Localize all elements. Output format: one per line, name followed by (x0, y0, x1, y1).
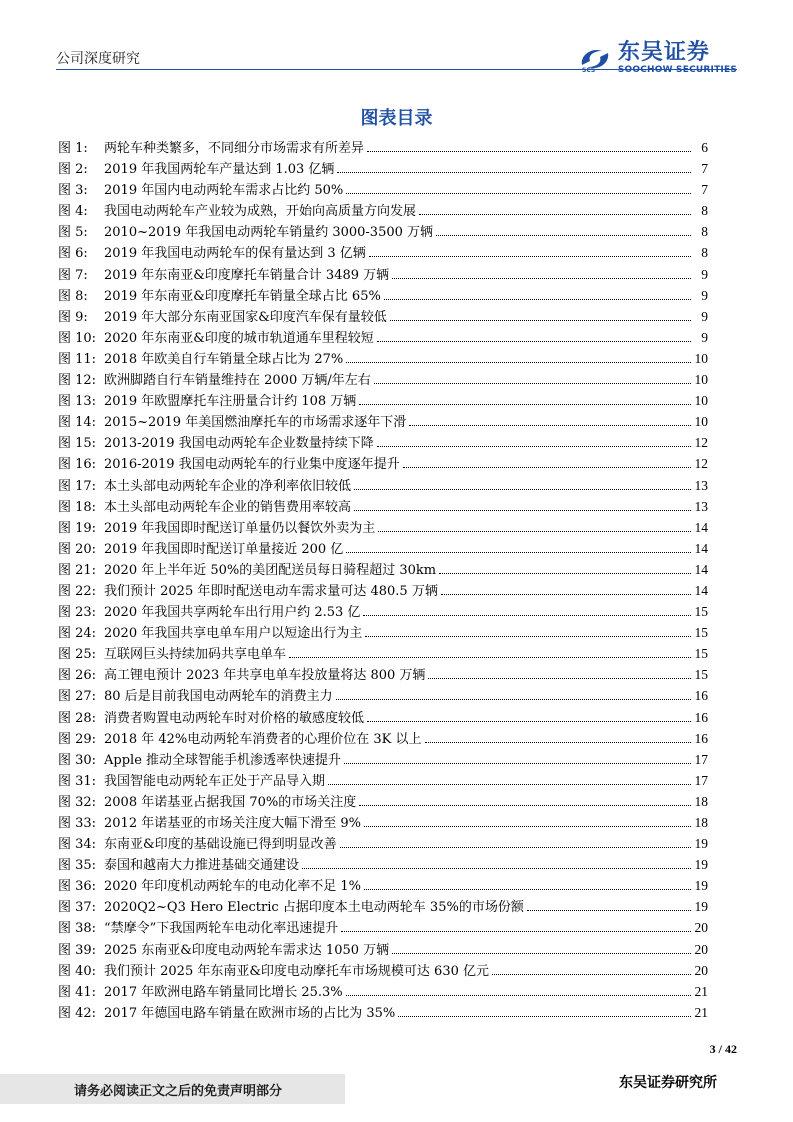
toc-entry-page: 8 (701, 245, 708, 261)
toc-entry-label: 图 17: (58, 478, 97, 494)
toc-entry[interactable] (58, 221, 708, 242)
toc-entry-title: 2019 年东南亚&印度摩托车销量全球占比 65% (104, 288, 381, 304)
disclaimer-note: 请务必阅读正文之后的免责声明部分 (74, 1084, 283, 1099)
toc-entry-title: 2019 年欧盟摩托车注册量合计约 108 万辆 (104, 394, 357, 410)
toc-entry-page: 14 (694, 582, 708, 598)
toc-dot-leader (367, 721, 691, 722)
toc-entry[interactable] (58, 538, 708, 559)
toc-entry-page: 13 (694, 477, 708, 493)
toc-dot-leader (364, 889, 691, 890)
toc-dot-leader (359, 404, 691, 405)
toc-entry[interactable] (58, 601, 708, 622)
toc-dot-leader (398, 1016, 691, 1017)
toc-entry-title: 2020 年印度机动两轮车的电动化率不足 1% (104, 879, 361, 895)
toc-dot-leader (367, 151, 691, 152)
toc-entry-title: 2019 年大部分东南亚国家&印度汽车保有量较低 (104, 309, 387, 325)
toc-entry-label: 图 35: (58, 858, 97, 874)
toc-entry[interactable] (58, 285, 708, 306)
toc-entry-title: 本土头部电动两轮车企业的销售费用率较高 (104, 499, 352, 515)
logo-english-name: SOOCHOW SECURITIES (617, 65, 737, 75)
toc-dot-leader (527, 910, 691, 911)
page-number: 3 / 42 (709, 1042, 737, 1056)
toc-entry-label: 图 5: (58, 225, 88, 241)
toc-entry-label: 图 22: (58, 583, 97, 599)
toc-entry-page: 15 (694, 646, 708, 662)
toc-entry-title: 2019 年国内电动两轮车需求占比约 50% (104, 183, 344, 199)
toc-entry-page: 10 (694, 414, 708, 430)
toc-entry[interactable] (58, 306, 708, 327)
toc-entry[interactable] (58, 917, 708, 938)
toc-entry[interactable] (58, 896, 708, 917)
toc-entry-label: 图 9: (58, 309, 88, 325)
svg-text:SCS: SCS (581, 66, 595, 73)
toc-entry-label: 图 39: (58, 942, 97, 958)
toc-entry-page: 12 (694, 456, 708, 472)
toc-entry-label: 图 31: (58, 773, 97, 789)
toc-entry-page: 9 (701, 329, 708, 345)
toc-entry-label: 图 3: (58, 183, 88, 199)
toc-dot-leader (346, 995, 691, 996)
toc-entry-label: 图 38: (58, 921, 97, 937)
toc-entry-page: 15 (694, 604, 708, 620)
toc-entry-page: 12 (694, 435, 708, 451)
toc-entry-title: 2019 年我国两轮车产量达到 1.03 亿辆 (104, 162, 335, 178)
toc-entry-title: 高工锂电预计 2023 年共享电单车投放量将达 800 万辆 (104, 668, 426, 684)
toc-entry-title: 2017 年欧洲电路车销量同比增长 25.3% (104, 984, 343, 1000)
toc-entry[interactable] (58, 475, 708, 496)
toc-entry-title: 互联网巨头持续加码共享电单车 (104, 647, 287, 663)
toc-entry[interactable] (58, 749, 708, 770)
footer-organization: 东吴证券研究所 (619, 1075, 717, 1091)
toc-entry[interactable] (58, 833, 708, 854)
toc-dot-leader (377, 341, 691, 342)
toc-entry-page: 9 (701, 287, 708, 303)
toc-entry-title: 2018 年欧美自行车销量全球占比为 27% (104, 351, 344, 367)
toc-entry[interactable] (58, 664, 708, 685)
toc-entry[interactable] (58, 411, 708, 432)
toc-dot-leader (392, 953, 691, 954)
toc-dot-leader (359, 805, 691, 806)
toc-entry-label: 图 1: (58, 141, 88, 156)
toc-entry-page: 16 (694, 688, 708, 704)
toc-entry-title: “禁摩令”下我国两轮车电动化率迅速提升 (104, 921, 339, 937)
toc-entry-title: Apple 推动全球智能手机渗透率快速提升 (104, 752, 342, 768)
toc-entry-label: 图 16: (58, 457, 97, 473)
toc-dot-leader (346, 362, 691, 363)
toc-entry-label: 图 33: (58, 816, 97, 831)
toc-entry[interactable] (58, 854, 708, 875)
toc-dot-leader (439, 573, 691, 574)
toc-entry-page: 19 (694, 857, 708, 873)
toc-entry-page: 14 (694, 519, 708, 535)
toc-entry-page: 9 (701, 266, 708, 282)
toc-entry-page: 20 (694, 962, 708, 978)
toc-entry-label: 图 10: (58, 330, 97, 346)
toc-entry-label: 图 23: (58, 605, 97, 621)
toc-entry[interactable] (58, 496, 708, 517)
toc-entry-page: 21 (694, 1004, 708, 1020)
toc-entry-title: 2012 年诺基亚的市场关注度大幅下滑至 9% (104, 816, 361, 831)
toc-entry-label: 图 18: (58, 499, 97, 515)
toc-entry-title: 80 后是目前我国电动两轮车的消费主力 (104, 689, 333, 705)
toc-entry-label: 图 11: (58, 351, 97, 367)
toc-entry-page: 14 (694, 540, 708, 556)
toc-entry-page: 16 (694, 730, 708, 746)
toc-entry[interactable] (58, 327, 708, 348)
page-title: 图表目录 (360, 108, 433, 129)
toc-entry-title: 欧洲脚踏自行车销量维持在 2000 万辆/年左右 (104, 373, 371, 389)
toc-entry-title: 我们预计 2025 年即时配送电动车需求量可达 480.5 万辆 (104, 583, 438, 599)
toc-dot-leader (428, 678, 691, 679)
toc-entry[interactable] (58, 348, 708, 369)
toc-entry-title: 2019 年我国即时配送订单量接近 200 亿 (104, 541, 344, 557)
toc-entry-title: 2016-2019 我国电动两轮车的行业集中度逐年提升 (104, 457, 400, 473)
toc-entry-label: 图 15: (58, 436, 97, 452)
toc-entry[interactable] (58, 622, 708, 643)
toc-entry-title: 本土头部电动两轮车企业的净利率依旧较低 (104, 478, 352, 494)
toc-entry[interactable] (58, 432, 708, 453)
toc-entry[interactable] (58, 981, 708, 1002)
toc-entry[interactable] (58, 875, 708, 896)
toc-dot-leader (337, 172, 691, 173)
toc-entry-label: 图 36: (58, 879, 97, 895)
toc-entry[interactable] (58, 559, 708, 580)
toc-entry[interactable] (58, 939, 708, 960)
toc-entry-page: 17 (694, 772, 708, 788)
toc-entry-label: 图 34: (58, 837, 97, 853)
toc-entry-page: 15 (694, 667, 708, 683)
toc-entry[interactable] (58, 812, 708, 833)
toc-entry-page: 9 (701, 308, 708, 324)
toc-dot-leader (346, 552, 691, 553)
toc-entry-title: 2020 年我国共享两轮车出行用户约 2.53 亿 (104, 605, 361, 621)
toc-dot-leader (363, 615, 691, 616)
toc-entry-label: 图 12: (58, 373, 97, 389)
toc-entry-page: 15 (694, 625, 708, 641)
toc-dot-leader (354, 510, 691, 511)
toc-entry-label: 图 30: (58, 752, 97, 768)
toc-entry-page: 6 (701, 140, 708, 155)
toc-entry[interactable] (58, 643, 708, 664)
toc-entry-label: 图 7: (58, 267, 88, 283)
toc-entry-title: 2018 年 42%电动两轮车消费者的心理价位在 3K 以上 (104, 731, 422, 747)
logo-chinese-name: 东吴证券 (617, 40, 710, 65)
toc-entry-page: 10 (694, 393, 708, 409)
toc-entry-page: 7 (701, 182, 708, 198)
toc-dot-leader (384, 299, 691, 300)
toc-dot-leader (378, 531, 691, 532)
figure-list (58, 137, 708, 1023)
toc-entry-page: 19 (694, 899, 708, 915)
toc-entry[interactable] (58, 390, 708, 411)
toc-entry[interactable] (58, 200, 708, 221)
toc-entry-title: 消费者购置电动两轮车时对价格的敏感度较低 (104, 710, 365, 726)
toc-entry[interactable] (58, 960, 708, 981)
toc-dot-leader (340, 847, 691, 848)
toc-entry-title: 泰国和越南大力推进基础交通建设 (104, 858, 300, 874)
toc-dot-leader (364, 826, 691, 827)
toc-entry-title: 2020Q2~Q3 Hero Electric 占据印度本土电动两轮车 35%的市场份额 (104, 900, 524, 916)
toc-entry-label: 图 27: (58, 689, 97, 705)
toc-entry-label: 图 14: (58, 415, 97, 431)
toc-entry-page: 13 (694, 498, 708, 514)
toc-entry-title: 我国电动两轮车产业较为成熟，开始向高质量方向发展 (104, 204, 417, 220)
toc-dot-leader (374, 383, 691, 384)
toc-dot-leader (328, 784, 691, 785)
toc-dot-leader (492, 974, 691, 975)
toc-entry[interactable] (58, 707, 708, 728)
toc-entry-page: 18 (694, 793, 708, 809)
toc-dot-leader (341, 931, 691, 932)
toc-entry-label: 图 40: (58, 963, 97, 979)
toc-entry-title: 2015~2019 年美国燃油摩托车的市场需求逐年下滑 (104, 415, 407, 431)
toc-dot-leader (289, 657, 691, 658)
toc-entry[interactable] (58, 242, 708, 263)
toc-entry[interactable] (58, 580, 708, 601)
toc-dot-leader (369, 256, 691, 257)
toc-entry-page: 8 (701, 203, 708, 219)
toc-entry-title: 2017 年德国电路车销量在欧洲市场的占比为 35% (104, 1005, 396, 1021)
toc-entry-page: 20 (694, 941, 708, 957)
toc-dot-leader (354, 489, 691, 490)
toc-entry-title: 我们预计 2025 年东南亚&印度电动摩托车市场规模可达 630 亿元 (104, 963, 489, 979)
toc-dot-leader (377, 446, 691, 447)
toc-entry-page: 14 (694, 561, 708, 577)
toc-dot-leader (419, 214, 691, 215)
toc-entry-title: 2020 年东南亚&印度的城市轨道通车里程较短 (104, 330, 374, 346)
toc-entry[interactable] (58, 685, 708, 706)
toc-entry-page: 21 (694, 983, 708, 999)
toc-entry-title: 2013-2019 我国电动两轮车企业数量持续下降 (104, 436, 374, 452)
toc-entry-label: 图 41: (58, 984, 97, 1000)
toc-entry-title: 2008 年诺基亚占据我国 70%的市场关注度 (104, 794, 357, 810)
toc-dot-leader (441, 594, 691, 595)
toc-entry-title: 2025 东南亚&印度电动两轮车需求达 1050 万辆 (104, 942, 390, 958)
toc-entry-page: 10 (694, 350, 708, 366)
toc-dot-leader (390, 320, 691, 321)
toc-dot-leader (436, 235, 691, 236)
toc-entry-label: 图 42: (58, 1005, 97, 1021)
toc-entry-label: 图 8: (58, 288, 88, 304)
toc-entry-label: 图 37: (58, 900, 97, 916)
toc-entry-title: 2010~2019 年我国电动两轮车销量约 3000-3500 万辆 (104, 225, 434, 241)
toc-dot-leader (344, 763, 691, 764)
toc-entry-title: 2019 年我国电动两轮车的保有量达到 3 亿辆 (104, 246, 366, 262)
toc-entry-page: 19 (694, 878, 708, 894)
toc-entry[interactable] (58, 264, 708, 285)
toc-entry-label: 图 13: (58, 394, 97, 410)
toc-entry[interactable] (58, 158, 708, 179)
toc-entry-page: 20 (694, 920, 708, 936)
toc-entry[interactable] (58, 179, 708, 200)
toc-entry-title: 2019 年我国即时配送订单量仍以餐饮外卖为主 (104, 520, 376, 536)
toc-dot-leader (409, 425, 691, 426)
toc-dot-leader (392, 278, 691, 279)
toc-dot-leader (425, 742, 692, 743)
toc-entry[interactable] (58, 728, 708, 749)
toc-entry-title: 我国智能电动两轮车正处于产品导入期 (104, 773, 326, 789)
header-divider (56, 69, 737, 70)
toc-entry-title: 2019 年东南亚&印度摩托车销量合计 3489 万辆 (104, 267, 390, 283)
toc-entry-title: 东南亚&印度的基础设施已得到明显改善 (104, 837, 337, 853)
toc-entry-page: 18 (694, 815, 708, 830)
toc-entry-label: 图 6: (58, 246, 88, 262)
toc-entry[interactable] (58, 517, 708, 538)
toc-entry-title: 两轮车种类繁多，不同细分市场需求有所差异 (104, 141, 365, 156)
toc-entry-label: 图 21: (58, 562, 97, 578)
toc-entry-page: 10 (694, 372, 708, 388)
toc-entry[interactable] (58, 791, 708, 812)
toc-entry-label: 图 25: (58, 647, 97, 663)
toc-entry-label: 图 24: (58, 626, 97, 642)
toc-dot-leader (403, 467, 691, 468)
toc-entry[interactable] (58, 1002, 708, 1023)
toc-entry-label: 图 20: (58, 541, 97, 557)
toc-entry-label: 图 4: (58, 204, 88, 220)
toc-entry-label: 图 32: (58, 794, 97, 810)
toc-entry[interactable] (58, 770, 708, 791)
report-category: 公司深度研究 (56, 51, 140, 67)
toc-entry-label: 图 2: (58, 162, 88, 178)
toc-entry-label: 图 28: (58, 710, 97, 726)
toc-entry[interactable] (58, 137, 708, 158)
toc-dot-leader (302, 868, 691, 869)
toc-entry-page: 7 (701, 161, 708, 177)
toc-entry-title: 2020 年上半年近 50%的美团配送员每日骑程超过 30km (104, 562, 437, 578)
toc-entry-label: 图 29: (58, 731, 97, 747)
toc-dot-leader (346, 193, 691, 194)
toc-entry-title: 2020 年我国共享电单车用户以短途出行为主 (104, 626, 363, 642)
toc-entry-page: 8 (701, 224, 708, 240)
toc-dot-leader (336, 699, 691, 700)
toc-entry-label: 图 26: (58, 668, 97, 684)
toc-entry[interactable] (58, 453, 708, 474)
toc-entry-label: 图 19: (58, 520, 97, 536)
company-logo (578, 42, 737, 75)
toc-entry[interactable] (58, 369, 708, 390)
toc-dot-leader (365, 636, 691, 637)
toc-entry-page: 19 (694, 836, 708, 852)
toc-entry-page: 17 (694, 751, 708, 767)
toc-entry-page: 16 (694, 709, 708, 725)
